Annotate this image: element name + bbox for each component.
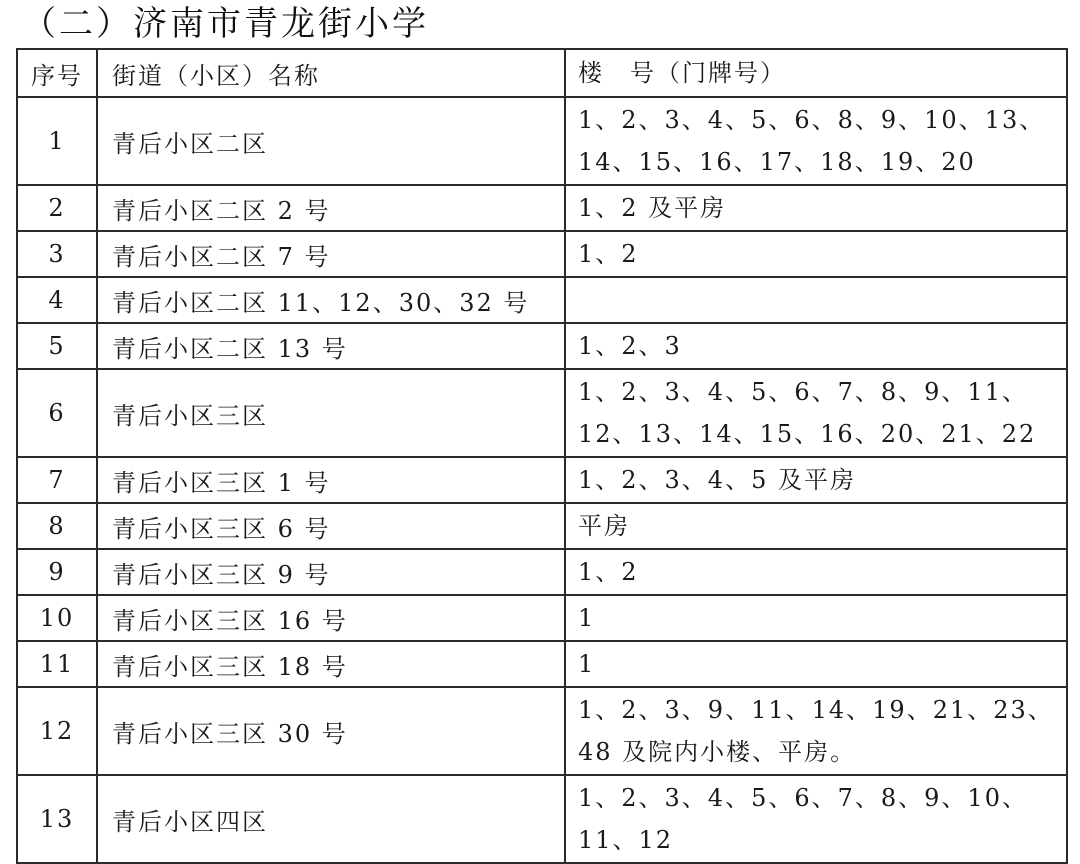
row-number: 3 — [17, 231, 97, 277]
street-name: 青后小区二区 7 号 — [97, 231, 565, 277]
table-row — [17, 323, 1067, 369]
row-number: 1 — [17, 97, 97, 185]
street-name: 青后小区二区 13 号 — [97, 323, 565, 369]
building-numbers: 1 — [565, 641, 1067, 687]
column-header-street-name: 街道（小区）名称 — [97, 49, 565, 97]
street-name: 青后小区二区 2 号 — [97, 185, 565, 231]
table-header-row — [17, 49, 1067, 97]
table-row — [17, 549, 1067, 595]
row-number: 7 — [17, 457, 97, 503]
street-name: 青后小区二区 11、12、30、32 号 — [97, 277, 565, 323]
building-numbers: 1、2 — [565, 549, 1067, 595]
table-row — [17, 231, 1067, 277]
building-numbers: 1、2、3、4、5、6、7、8、9、11、12、13、14、15、16、20、21、22 — [565, 369, 1067, 457]
building-numbers: 1、2 及平房 — [565, 185, 1067, 231]
column-header-building-numbers: 楼 号（门牌号） — [565, 49, 1067, 97]
row-number: 9 — [17, 549, 97, 595]
street-name: 青后小区三区 1 号 — [97, 457, 565, 503]
row-number: 11 — [17, 641, 97, 687]
table-row — [17, 503, 1067, 549]
table-row — [17, 457, 1067, 503]
street-name: 青后小区三区 30 号 — [97, 687, 565, 775]
section-heading: （二）济南市青龙街小学 — [22, 4, 429, 44]
building-numbers: 1、2、3 — [565, 323, 1067, 369]
building-numbers: 平房 — [565, 503, 1067, 549]
building-numbers: 1、2、3、4、5 及平房 — [565, 457, 1067, 503]
row-number: 2 — [17, 185, 97, 231]
street-name: 青后小区二区 — [97, 97, 565, 185]
row-number: 12 — [17, 687, 97, 775]
table-row — [17, 641, 1067, 687]
street-name: 青后小区三区 16 号 — [97, 595, 565, 641]
table-row — [17, 185, 1067, 231]
street-name: 青后小区三区 18 号 — [97, 641, 565, 687]
building-numbers: 1 — [565, 595, 1067, 641]
building-numbers: 1、2、3、4、5、6、7、8、9、10、11、12 — [565, 775, 1067, 863]
street-name: 青后小区四区 — [97, 775, 565, 863]
row-number: 8 — [17, 503, 97, 549]
table-row — [17, 277, 1067, 323]
column-header-number: 序号 — [17, 49, 97, 97]
street-name: 青后小区三区 6 号 — [97, 503, 565, 549]
table-row — [17, 595, 1067, 641]
row-number: 13 — [17, 775, 97, 863]
table-row — [17, 369, 1067, 457]
building-numbers: 1、2、3、9、11、14、19、21、23、48 及院内小楼、平房。 — [565, 687, 1067, 775]
building-numbers: 1、2 — [565, 231, 1067, 277]
building-numbers: 1、2、3、4、5、6、8、9、10、13、14、15、16、17、18、19、20 — [565, 97, 1067, 185]
table-row — [17, 775, 1067, 863]
street-name: 青后小区三区 — [97, 369, 565, 457]
row-number: 5 — [17, 323, 97, 369]
building-numbers — [565, 277, 1067, 323]
row-number: 4 — [17, 277, 97, 323]
district-table — [16, 48, 1068, 864]
row-number: 6 — [17, 369, 97, 457]
street-name: 青后小区三区 9 号 — [97, 549, 565, 595]
table-row — [17, 687, 1067, 775]
row-number: 10 — [17, 595, 97, 641]
table-row — [17, 97, 1067, 185]
